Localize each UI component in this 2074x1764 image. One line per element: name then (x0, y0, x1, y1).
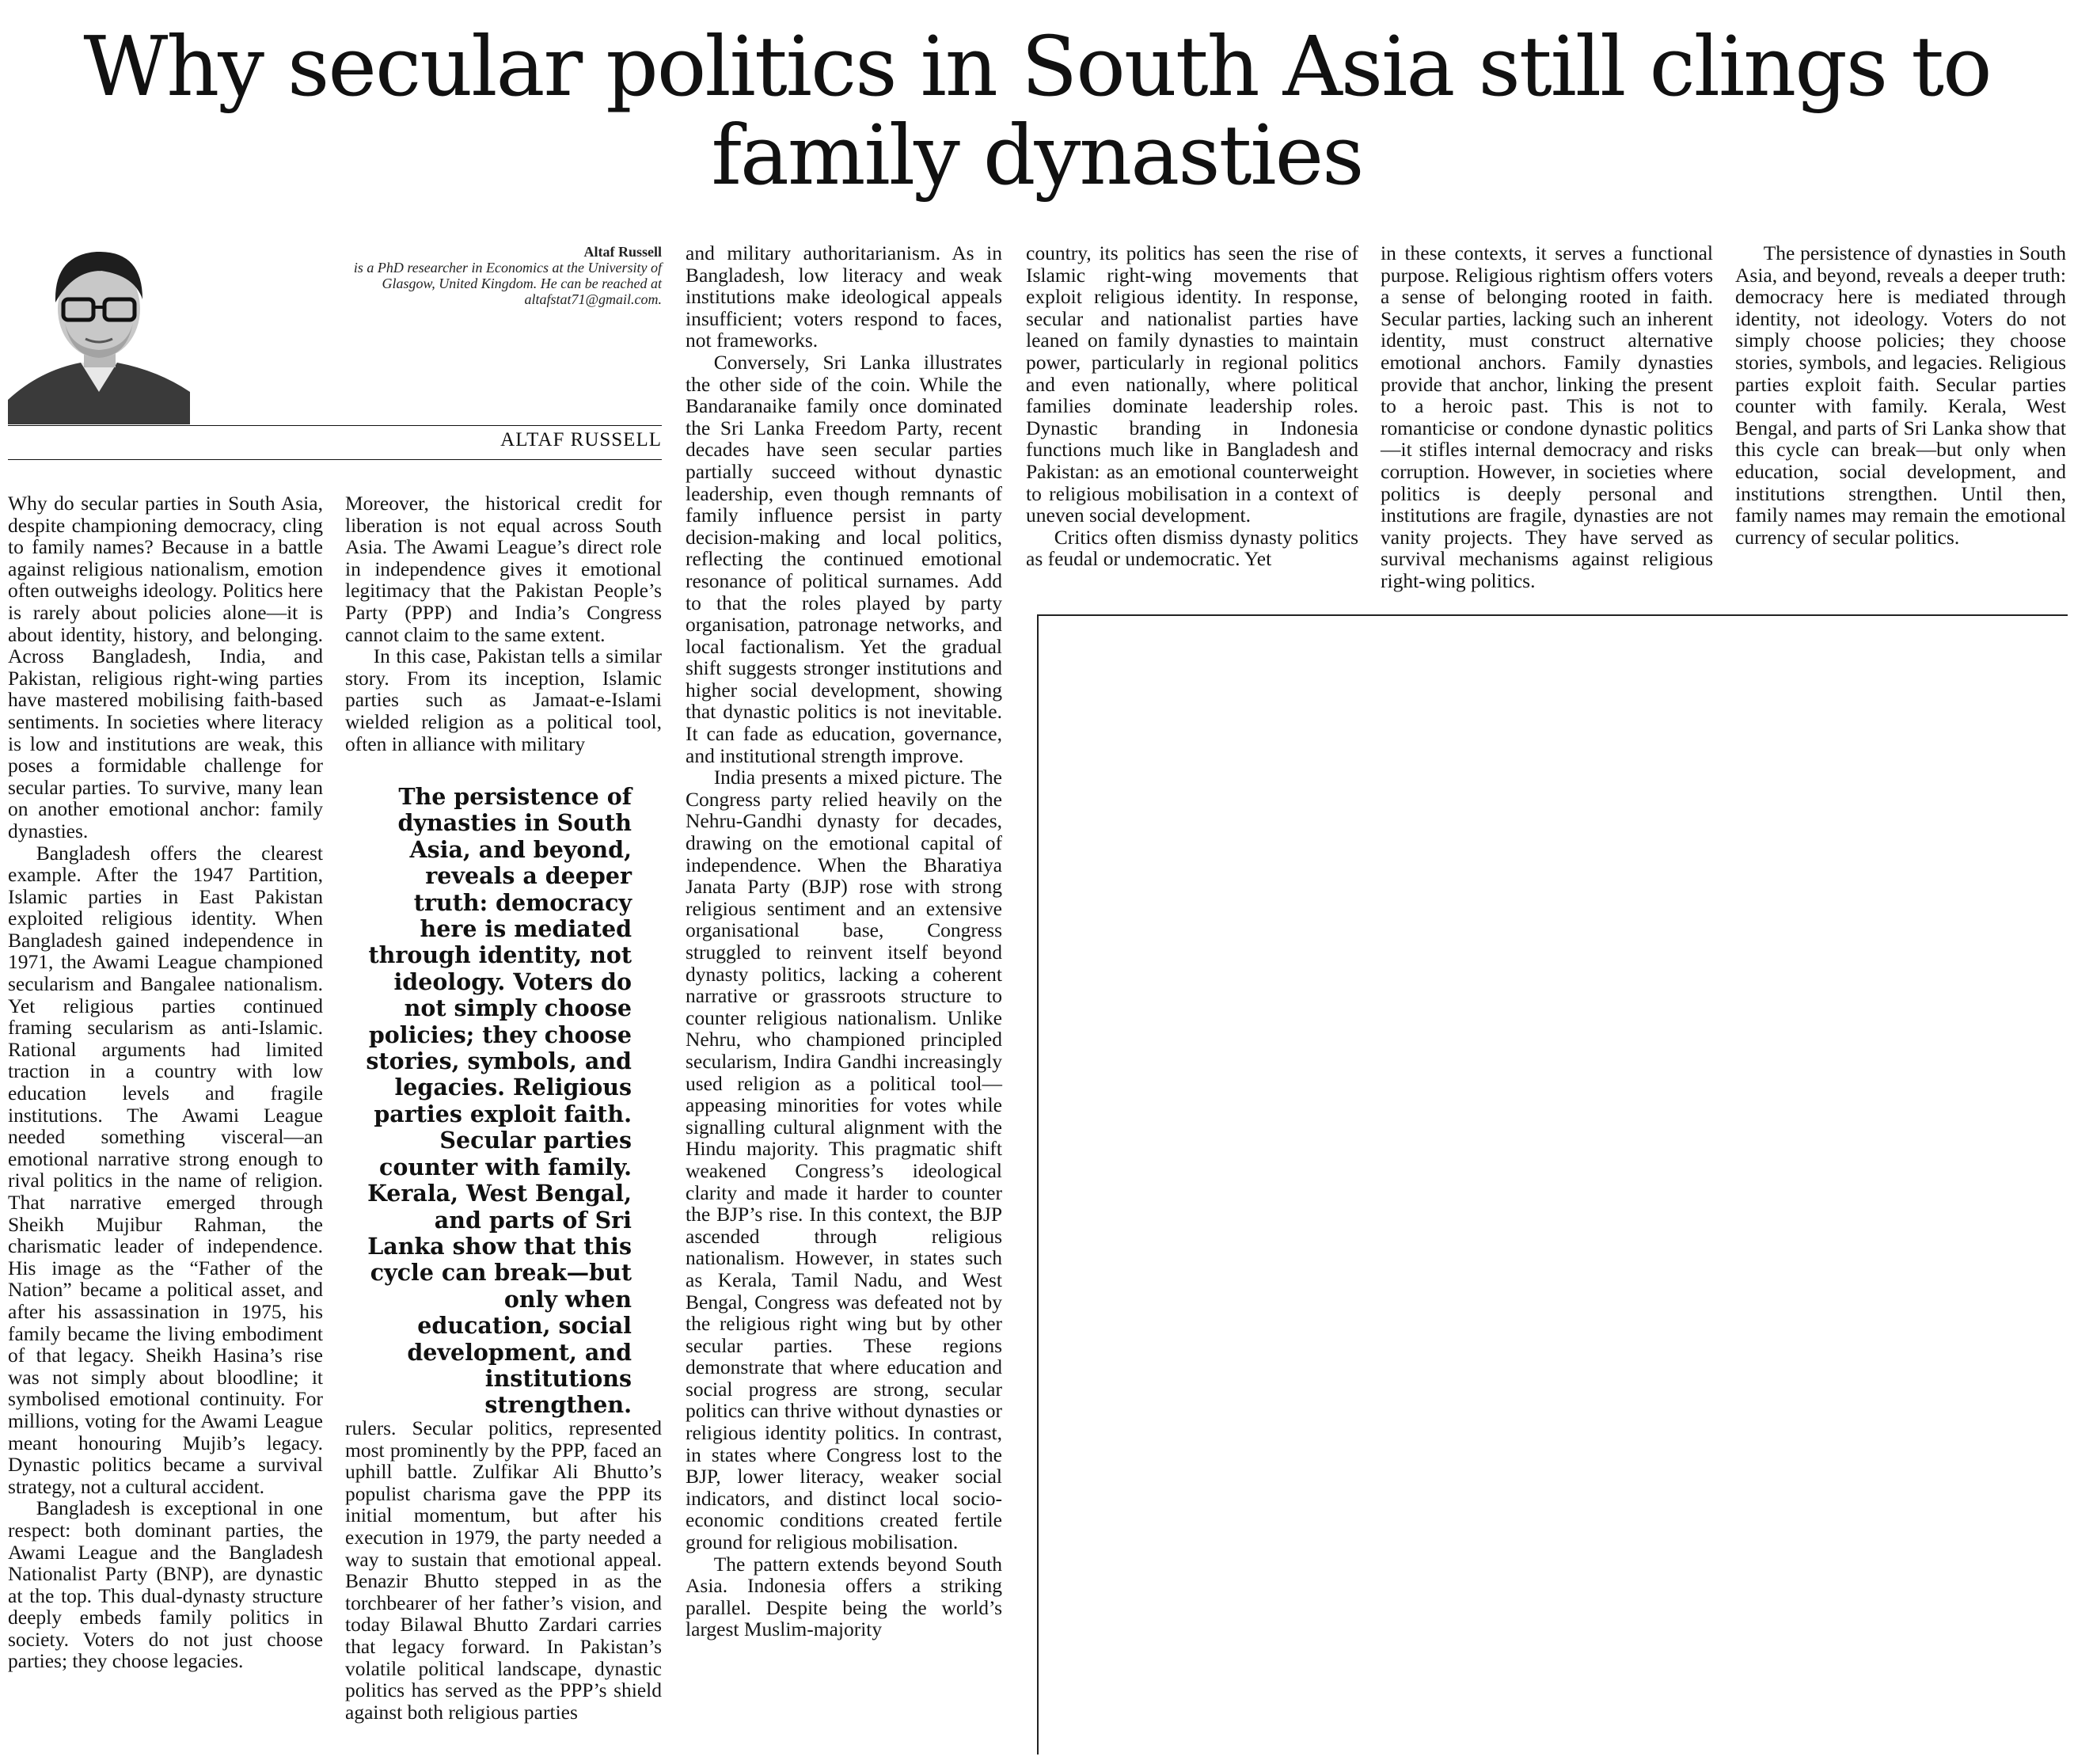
empty-ad-box (1037, 614, 2068, 1754)
author-meta (345, 244, 662, 307)
byline: ALTAF RUSSELL (500, 429, 662, 451)
paragraph: In this case, Pakistan tells a similar story. From its inception, Islamic parties such as Jamaat-e-Islami wielded religion as a political tool, often in alliance with military (345, 644, 662, 755)
pull-quote: The persistence of dynasties in South Asia, and beyond, reveals a deeper truth: democracy here is mediated through identity, not ideology. Voters do not simply choose policies; they choose stories, symbols, and legacies. Religious parties exploit faith. Secular parties counter with family. Kerala, West Bengal, and parts of Sri Lanka show that this cycle can break—but only when education, social development, and institutions strengthen. (366, 783, 632, 1419)
author-name: Altaf Russell (583, 244, 662, 260)
article-column-5 (1381, 242, 1713, 592)
article-column-6 (1735, 242, 2066, 548)
byline-rule-top (8, 425, 662, 426)
paragraph: Critics often dismiss dynasty politics as feudal or undemocratic. Yet (1026, 525, 1358, 571)
article-column-2-bottom (345, 1417, 662, 1723)
article-column-1 (8, 492, 323, 1672)
paragraph: The pattern extends beyond South Asia. Indonesia offers a striking parallel. Despite being the world’s largest Muslim-majority (686, 1552, 1002, 1641)
paragraph: Moreover, the historical credit for liberation is not equal across South Asia. The Awami League’s direct role in independence gives it emotional legitimacy that the Pakistan People’s Party (PPP) and India’s Congress cannot claim to the same extent. (345, 492, 662, 646)
paragraph: India presents a mixed picture. The Congress party relied heavily on the Nehru-Gandhi dynasty for decades, drawing on the emotional capital of independence. When the Bharatiya Janata Party (BJP) rose with strong religious sentiment and an extensive organisational base, Congress struggled to reinvent itself beyond dynasty politics, lacking a coherent narrative or grassroots structure to counter religious nationalism. Unlike Nehru, who championed principled secularism, Indira Gandhi increasingly used religion as a political tool—appeasing minorities for votes while signalling cultural alignment with the Hindu majority. This pragmatic shift weakened Congress’s ideological clarity and made it harder to counter the BJP’s rise. In this context, the BJP ascended through religious nationalism. However, in states such as Kerala, Tamil Nadu, and West Bengal, Congress was defeated not by the religious right wing but by other secular parties. These regions demonstrate that where education and social progress are strong, secular politics can thrive without dynasties or religious identity politics. In contrast, in states where Congress lost to the BJP, lower literacy, weaker social indicators, and distinct local socio-economic conditions created fertile ground for religious mobilisation. (686, 766, 1002, 1554)
paragraph: country, its politics has seen the rise of Islamic right-wing movements that exploit religious identity. In response, secular and nationalist parties have leaned on family dynasties to maintain power, particularly in regional politics and even nationally, where political families dominate leadership roles. Dynastic branding in Indonesia functions much like in Bangladesh and Pakistan: as an emotional counterweight to religious mobilisation in a context of uneven social development. (1026, 241, 1358, 527)
author-bio: is a PhD researcher in Economics at the University of Glasgow, United Kingdom. He can be reached at altafstat71@gmail.com. (353, 260, 662, 307)
paragraph: The persistence of dynasties in South Asia, and beyond, reveals a deeper truth: democracy here is mediated through identity, not ideology. Voters do not simply choose policies; they choose stories, symbols, and legacies. Religious parties exploit faith. Secular parties counter with family. Kerala, West Bengal, and parts of Sri Lanka show that this cycle can break—but only when education, social development, and institutions strengthen. Until then, family names may remain the emotional currency of secular politics. (1735, 241, 2066, 549)
author-block (8, 230, 662, 451)
paragraph: rulers. Secular politics, represented most prominently by the PPP, faced an uphill battle. Zulfikar Ali Bhutto’s populist charisma gave the PPP its initial momentum, but after his execution in 1979, the party needed a way to sustain that emotional appeal. Benazir Bhutto stepped in as the torchbearer of her father’s vision, and today Bilawal Bhutto Zardari carries that legacy forward. In Pakistan’s volatile political landscape, dynastic politics has served as the PPP’s shield against both religious parties (345, 1416, 662, 1724)
paragraph: Bangladesh is exceptional in one respect: both dominant parties, the Awami League and the Bangladesh Nationalist Party (BNP), are dynastic at the top. This dual-dynasty structure deeply embeds family politics in society. Voters do not just choose parties; they choose legacies. (8, 1496, 323, 1673)
paragraph: and military authoritarianism. As in Bangladesh, low literacy and weak institutions make ideological appeals insufficient; voters respond to faces, not frameworks. (686, 241, 1002, 352)
article-column-4 (1026, 242, 1358, 570)
author-photo (8, 230, 190, 424)
paragraph: in these contexts, it serves a functional purpose. Religious rightism offers voters a sense of belonging rooted in faith. Secular parties, lacking such an inherent identity, must construct alternative emotional anchors. Family dynasties provide that anchor, linking the present to a heroic past. This is not to romanticise or condone dynastic politics—it stifles internal democracy and risks corruption. However, in societies where politics is deeply personal and institutions are fragile, dynasties are not vanity projects. They have served as survival mechanisms against religious right-wing politics. (1381, 241, 1713, 592)
paragraph: Bangladesh offers the clearest example. After the 1947 Partition, Islamic parties in East Pakistan exploited religious identity. When Bangladesh gained independence in 1971, the Awami League championed secularism and Bangalee nationalism. Yet religious parties continued framing secularism as anti-Islamic. Rational arguments had limited traction in a country with low education levels and fragile institutions. The Awami League needed something visceral—an emotional narrative strong enough to rival politics in the name of religion. That narrative emerged through Sheikh Mujibur Rahman, the charismatic leader of independence. His image as the “Father of the Nation” became a political asset, and after his assassination in 1975, his family became the living embodiment of that legacy. Sheikh Hasina’s rise was not simply about bloodline; it symbolised emotional continuity. For millions, voting for the Awami League meant honouring Mujib’s legacy. Dynastic politics became a survival strategy, not a cultural accident. (8, 841, 323, 1498)
headline: Why secular politics in South Asia still clings to family dynasties (83, 18, 1991, 203)
byline-rule-bottom (8, 459, 662, 460)
article-column-3 (686, 242, 1002, 1640)
paragraph: Why do secular parties in South Asia, despite championing democracy, cling to family names? Because in a battle against religious nationalism, emotion often outweighs ideology. Politics here is rarely about policies alone—it is about identity, history, and belonging. Across Bangladesh, India, and Pakistan, religious right-wing parties have mastered mobilising faith-based sentiments. In societies where literacy is low and institutions are weak, this poses a formidable challenge for secular parties. To survive, many lean on another emotional anchor: family dynasties. (8, 492, 323, 842)
article-column-2-top (345, 492, 662, 755)
paragraph: Conversely, Sri Lanka illustrates the other side of the coin. While the Bandaranaike family once dominated the Sri Lanka Freedom Party, recent decades have seen secular parties partially succeed without dynastic leadership, even though remnants of family influence persist in party decision-making and local politics, reflecting the continued emotional resonance of political surnames. Add to that the roles played by party organisation, patronage networks, and local factionalism. Yet the gradual shift suggests stronger institutions and higher social development, showing that dynastic politics is not inevitable. It can fade as education, governance, and institutional strength improve. (686, 350, 1002, 767)
